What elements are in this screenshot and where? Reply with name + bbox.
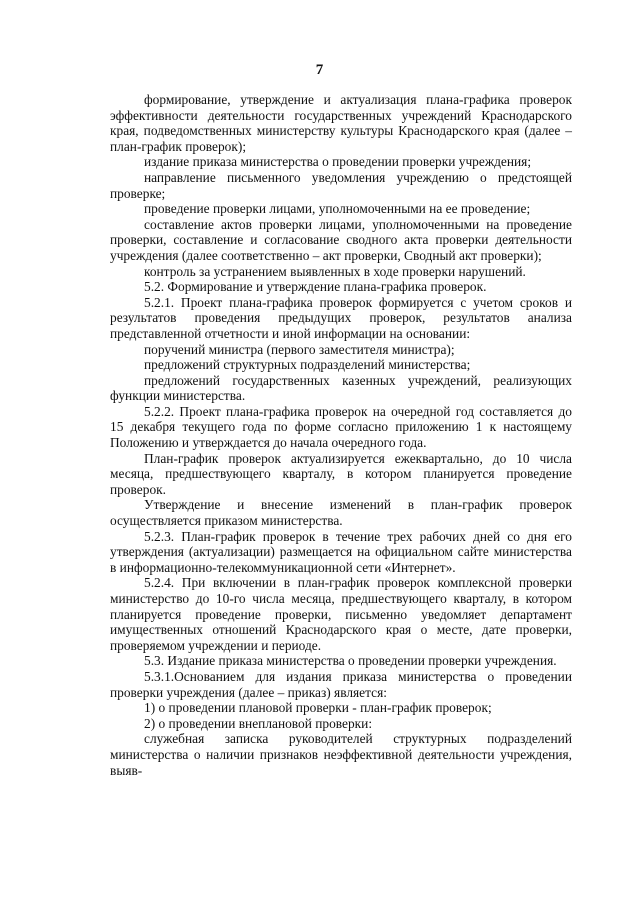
- section-heading: 5.3. Издание приказа министерства о проведении проверки учреждения.: [144, 653, 557, 669]
- paragraph: издание приказа министерства о проведении проверки учреждения;: [144, 154, 532, 170]
- paragraph: поручений министра (первого заместителя министра);: [144, 341, 455, 357]
- paragraph: предложений структурных подразделений министерства;: [144, 357, 471, 373]
- document-body: [110, 92, 572, 778]
- paragraph: 2) о проведении внеплановой проверки:: [144, 715, 373, 731]
- paragraph: 5.2.3. План-график проверок в течение трех рабочих дней со дня его утверждения (актуализации) размещается на официальном сайте министерства в информационно-телекоммуникационной сети «Интернет».: [110, 528, 572, 575]
- paragraph: 5.2.2. Проект плана-графика проверок на очередной год составляется до 15 декабря текущего года по форме согласно приложению 1 к настоящему Положению и утверждается до начала очередного года.: [110, 403, 572, 451]
- paragraph: Утверждение и внесение изменений в план-график проверок осуществляется приказом министерства.: [110, 497, 572, 529]
- paragraph: направление письменного уведомления учреждению о предстоящей проверке;: [110, 169, 572, 201]
- paragraph: служебная записка руководителей структурных подразделений министерства о наличии признаков неэффективной деятельности учреждения, выяв-: [110, 731, 572, 778]
- paragraph: 5.3.1.Основанием для издания приказа министерства о проведении проверки учреждения (далее – приказ) является:: [110, 668, 572, 700]
- paragraph: предложений государственных казенных учреждений, реализующих функции министерства.: [110, 372, 572, 404]
- section-heading: 5.2. Формирование и утверждение плана-графика проверок.: [144, 279, 487, 295]
- paragraph: формирование, утверждение и актуализация плана-графика проверок эффективности деятельности государственных учреждений Краснодарского края, подведомственных министерству культуры Краснодарского края (далее – план-график проверок);: [110, 92, 572, 154]
- paragraph: 5.2.4. При включении в план-график проверок комплексной проверки министерство до 10-го числа месяца, предшествующего кварталу, в котором планируется проведение проверки, письменно уведомляет департамент имущественных отношений Краснодарского края о месте, дате проверки, проверяемом учреждении и периоде.: [110, 575, 572, 653]
- page-number: 7: [315, 62, 324, 78]
- paragraph: составление актов проверки лицами, уполномоченными на проведение проверки, составление и согласование сводного акта проверки деятельности учреждения (далее соответственно – акт проверки, Сводный акт проверки);: [110, 216, 572, 263]
- paragraph: 5.2.1. Проект плана-графика проверок формируется с учетом сроков и результатов проведения предыдущих проверок, результатов анализа представленной отчетности и иной информации на основании:: [110, 294, 572, 341]
- paragraph: План-график проверок актуализируется ежеквартально, до 10 числа месяца, предшествующего кварталу, в котором планируется проведение проверок.: [110, 450, 572, 497]
- paragraph: 1) о проведении плановой проверки - план-график проверок;: [144, 700, 492, 716]
- paragraph: контроль за устранением выявленных в ходе проверки нарушений.: [144, 263, 526, 279]
- paragraph: проведение проверки лицами, уполномоченными на ее проведение;: [144, 201, 531, 217]
